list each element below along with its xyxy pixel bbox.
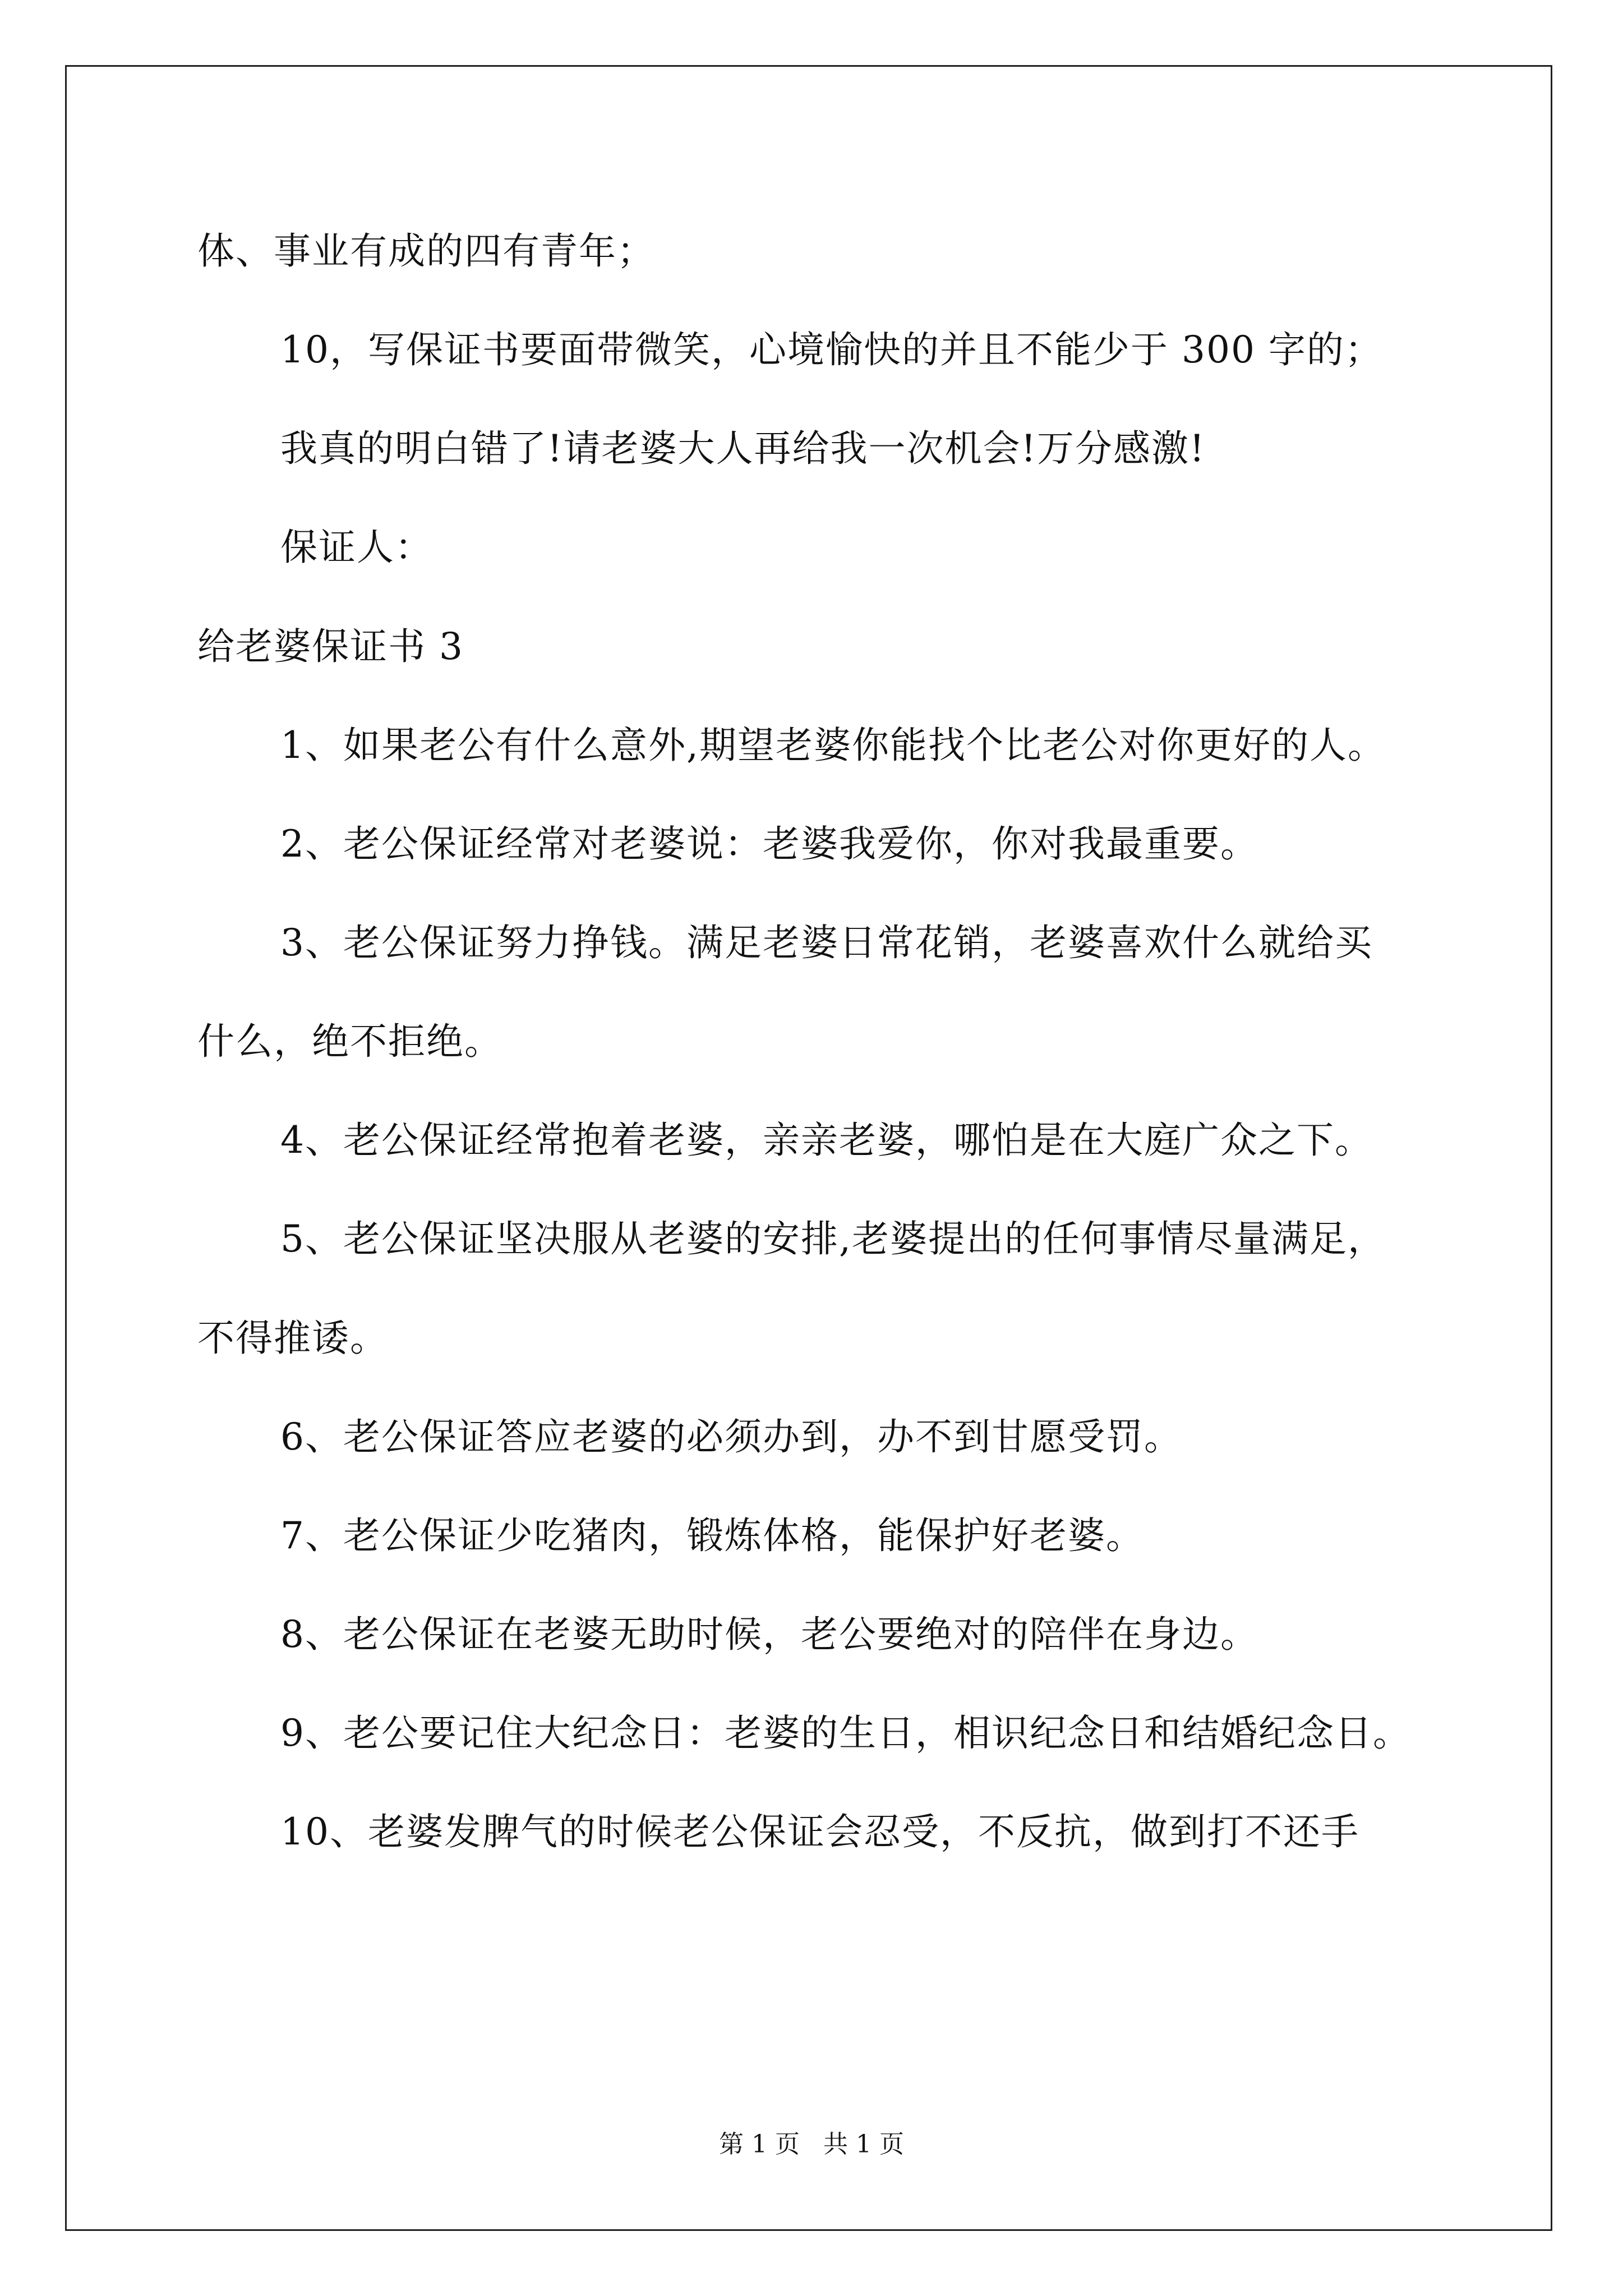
text-line-13: 6、老公保证答应老婆的必须办到，办不到甘愿受罚。 (280, 1415, 1182, 1458)
text-line-1: 体、事业有成的四有青年； (197, 229, 655, 273)
page-total: 共 1 页 (823, 2130, 904, 2159)
text-line-10: 4、老公保证经常抱着老婆，亲亲老婆，哪怕是在大庭广众之下。 (280, 1119, 1373, 1162)
text-line-16: 9、老公要记住大纪念日：老婆的生日，相识纪念日和结婚纪念日。 (280, 1711, 1411, 1755)
text-line-17: 10、老婆发脾气的时候老公保证会忍受，不反抗，做到打不还手 (280, 1810, 1359, 1853)
text-line-3: 我真的明白错了!请老婆大人再给我一次机会!万分感激! (280, 427, 1206, 470)
text-line-4: 保证人： (280, 526, 433, 569)
text-line-7: 2、老公保证经常对老婆说：老婆我爱你，你对我最重要。 (280, 822, 1258, 866)
text-line-11: 5、老公保证坚决服从老婆的安排,老婆提出的任何事情尽量满足， (280, 1217, 1386, 1260)
section-heading: 给老婆保证书 3 (197, 625, 464, 668)
text-line-15: 8、老公保证在老婆无助时候，老公要绝对的陪伴在身边。 (280, 1613, 1258, 1656)
text-line-9: 什么，绝不拒绝。 (197, 1020, 502, 1063)
page-number: 第 1 页 (719, 2130, 800, 2159)
text-line-12: 不得推诿。 (197, 1317, 388, 1360)
text-line-8: 3、老公保证努力挣钱。满足老婆日常花销，老婆喜欢什么就给买 (280, 921, 1373, 964)
text-line-14: 7、老公保证少吃猪肉，锻炼体格，能保护好老婆。 (280, 1514, 1144, 1557)
text-line-6: 1、如果老公有什么意外,期望老婆你能找个比老公对你更好的人。 (280, 724, 1386, 767)
page-footer (0, 2129, 1623, 2160)
text-line-2: 10，写保证书要面带微笑，心境愉快的并且不能少于 300 字的； (280, 328, 1383, 371)
